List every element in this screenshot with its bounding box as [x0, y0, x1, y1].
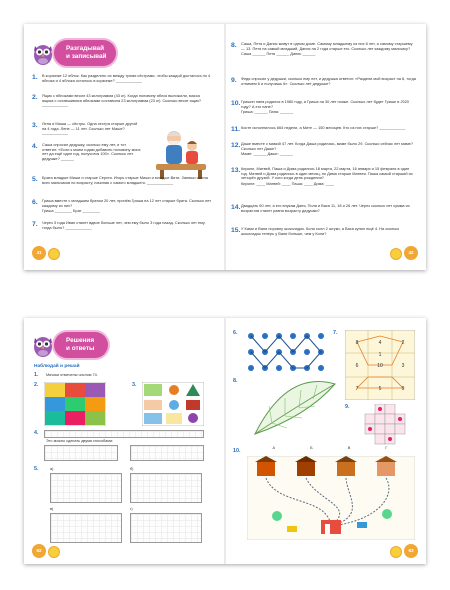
answer-line: Саша ______ Петя ______ Данис ______ — [241, 51, 316, 57]
book-spread-puzzles — [24, 24, 426, 270]
grid-number: 7 — [355, 386, 359, 392]
answer-label: 6. — [233, 330, 238, 336]
task-text: Гришин папа родился в 1980 году, а Гриша на 30 лет позже. Сколько лет будет Грише в 2020 году? А его папе? — [241, 99, 410, 109]
number-grid-puzzle — [345, 330, 415, 400]
answer-5c-box — [50, 513, 122, 543]
task-number: 15. — [231, 227, 241, 234]
house-label: Г — [385, 446, 388, 450]
book-spread-answers — [24, 318, 426, 564]
house-label: Б — [310, 446, 313, 450]
task-number: 2. — [32, 94, 38, 101]
section-banner — [54, 332, 108, 358]
answer-line: Маме: ______ Даше: ______ — [241, 151, 293, 157]
task-number: 8. — [231, 42, 237, 49]
leaf-drawing-answer — [247, 376, 341, 442]
task-6 — [32, 199, 212, 214]
cross-grid-puzzle — [357, 404, 413, 452]
task-number: 11. — [231, 126, 241, 133]
task-text: Кирилл, Матвей, Паша и Дима родились 18 марта, 22 марта, 16 января и 15 февраля в один год. Матвей и Дима родились в один месяц, но Дима старше Матвея. Паша самый старший из четырёх друзей. У кого когда день рождения? — [241, 166, 413, 181]
task-9 — [231, 77, 417, 86]
task-text: Саша спросил дедушку, сколько ему лет, и тот ответил: «Если к моим годам добавить половину моих лет да ещё один год, получится 100». Сколько лет дедушке? ______ — [42, 142, 141, 161]
house-label: А — [272, 446, 276, 450]
banner-line-2: и записывай — [66, 53, 107, 60]
banner-line-1: Разгадывай — [66, 45, 105, 52]
grid-number: 9 — [401, 386, 405, 392]
task-12 — [231, 142, 417, 157]
task-13 — [231, 167, 417, 186]
task-8 — [231, 42, 417, 57]
task-number: 9. — [231, 77, 237, 84]
answer-line: Гриша ________ Брат ________ — [42, 208, 100, 214]
section-heading: Наблюдай и решай — [34, 364, 80, 369]
colored-shapes-grid — [44, 382, 106, 426]
task-5 — [32, 176, 212, 185]
task-2 — [32, 94, 212, 108]
task-number: 7. — [32, 221, 38, 228]
task-7 — [32, 221, 212, 230]
grid-number: 10 — [377, 363, 383, 369]
grid-number: 3 — [401, 363, 405, 369]
grid-number: 8 — [355, 340, 359, 346]
answer-label: 1. — [34, 372, 39, 378]
grid-number: 1 — [378, 352, 382, 358]
task-text: Гриша вместе с младшим братом 20 лет, причём Гриша на 12 лет старше брата. Сколько лет каждому из них? — [42, 198, 212, 208]
task-text: Лена и Маша — сёстры. Одна сестра старше другой на 4 года. Лене — 11 лет. Сколько лет Маше? ____________ — [42, 121, 138, 136]
page-62 — [24, 318, 225, 564]
grid-number: 6 — [355, 363, 359, 369]
grid-number: 2 — [401, 340, 405, 346]
sub-label: в) — [50, 507, 54, 511]
task-text: Через 3 года Иван станет вдвое больше лет, чем ему было 3 года назад. Сколько лет ему тогда было? ____________ — [42, 220, 205, 230]
task-4 — [32, 143, 142, 161]
page-41 — [24, 24, 225, 270]
answer-label: 10. — [233, 448, 241, 454]
task-text: Саша, Петя и Данис живут в одном доме. Самому младшему из них 6 лет, а самому старшему — 13. Петя на самый младший, Данис на 2 года старше его. Сколько лет каждому мальчику? — [241, 41, 413, 51]
answer-5a-box — [50, 473, 122, 503]
task-text: В корзинке 12 яблок. Как разделить их между тремя сёстрами, чтобы каждой досталось по 4 яблока и 4 яблока осталось в корзинке? ____________ — [42, 73, 211, 83]
grandpa-with-child-illustration — [152, 126, 210, 180]
answer-5b-box — [130, 473, 202, 503]
answer-5d-box — [130, 513, 202, 543]
answer-text: Это можно сделать двумя способами: — [46, 439, 114, 443]
task-text: У Ками и Вани поровну шоколадок. Коля съел 2 штуки, а Вася купил ещё 4. На сколько шоколадок теперь у Вани больше, чем у Коли? — [241, 226, 400, 236]
task-text: Брата младше Миши и старше Сергея. Игорь старше Миши и младше Вити. Запиши имена всех мальчиков по возрасту, начиная с самого младшего. ____________ — [42, 175, 208, 185]
task-11 — [231, 126, 417, 133]
answer-line: Кирилл: ____ Матвей: ____ Паша: ____ Дима: ____ — [241, 180, 335, 186]
answer-4-strip — [44, 430, 204, 438]
answer-label: 3. — [132, 382, 137, 388]
task-1 — [32, 74, 212, 83]
task-text: Двадцать 60 лет, а его внукам Даня, Поля и Вася 11, 18 и 26 лет. Через сколько лет сумма их возрастов станет равна возрасту дедушки? — [241, 203, 410, 213]
task-number: 1. — [32, 74, 38, 81]
answer-label: 2. — [34, 382, 39, 388]
task-10 — [231, 100, 417, 115]
sub-label: а) — [50, 467, 54, 471]
task-number: 3. — [32, 122, 38, 129]
sun-icon — [48, 248, 60, 260]
task-14 — [231, 204, 417, 213]
answer-label: 4. — [34, 430, 39, 436]
task-number: 12. — [231, 142, 241, 149]
task-text: Даше вместе с мамой 47 лет. Когда Даша родилась, маме было 29. Сколько сейчас лет маме? Сколько лет Даше? — [241, 141, 414, 151]
page-42 — [225, 24, 426, 270]
picture-tiles-grid — [142, 382, 204, 426]
page-number: 63 — [404, 544, 418, 558]
task-number: 6. — [32, 199, 38, 206]
house-label: В — [347, 446, 351, 450]
answer-label: 8. — [233, 378, 238, 384]
flower-icon — [390, 546, 402, 558]
sun-icon — [48, 546, 60, 558]
sub-label: б) — [130, 467, 134, 471]
flower-icon — [390, 248, 402, 260]
grid-number: 5 — [378, 386, 382, 392]
grid-number: 4 — [378, 340, 382, 346]
task-number: 5. — [32, 176, 38, 183]
task-text: Федя спросил у дедушки, сколько ему лет, и дедушка ответил: «Раздели мой возраст на 6, тогда отнимем 6 и получишь 6». Сколько лет дедушке? — [241, 76, 416, 86]
page-number: 42 — [404, 246, 418, 260]
owl-icon — [32, 332, 54, 358]
page-number: 41 — [32, 246, 46, 260]
banner-line-1: Решения — [66, 337, 95, 344]
page-63 — [225, 318, 426, 564]
task-15 — [231, 227, 417, 236]
dot-path-puzzle — [245, 330, 329, 376]
answer-4-way-2 — [130, 445, 204, 461]
task-text: Ящик с яблоками весил 43 килограмма (43 кг). Когда половину яблок выложили, масса ящика с оставшимися яблоками составила 23 килограмма (23 кг). Сколько весит ящик? ____________ — [42, 93, 201, 108]
owl-icon — [32, 40, 54, 66]
sub-label: г) — [130, 507, 133, 511]
answer-text: Мячики отмечены числом 74. — [46, 373, 98, 377]
section-banner — [54, 40, 116, 66]
answer-line: Гриша: ______ Папа: ______ — [241, 109, 294, 115]
task-number: 4. — [32, 143, 38, 150]
answer-4-way-1 — [44, 445, 118, 461]
task-3 — [32, 122, 142, 136]
answer-label: 5. — [34, 466, 39, 472]
task-number: 13. — [231, 167, 241, 174]
house-labels — [255, 446, 405, 456]
answer-label: 7. — [333, 330, 338, 336]
banner-line-2: и ответы — [66, 345, 95, 352]
task-number: 10. — [231, 100, 241, 107]
town-map-illustration — [247, 456, 415, 540]
task-text: Косте исполнилось 664 недели, а Мите — 150 месяцев. Кто из них старше? ____________ — [241, 125, 406, 130]
task-number: 14. — [231, 204, 241, 211]
answer-label: 9. — [345, 404, 350, 410]
page-number: 62 — [32, 544, 46, 558]
